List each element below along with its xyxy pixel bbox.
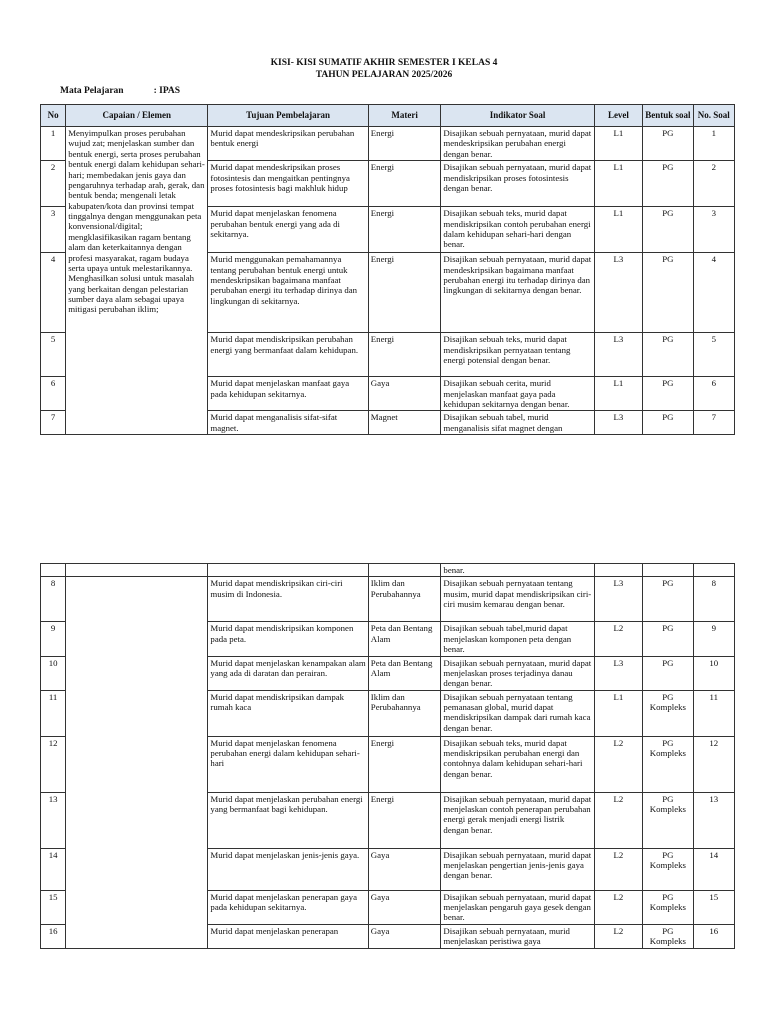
cell-level: L1 [594, 127, 642, 161]
cell-materi: Energi [368, 333, 441, 377]
cell-nosoal: 1 [693, 127, 734, 161]
cell-level: L1 [594, 207, 642, 253]
cell-bentuk: PG [643, 333, 693, 377]
subject-line [60, 86, 180, 96]
cell-no: 7 [41, 411, 66, 435]
cell-level: L2 [594, 924, 642, 948]
cell-nosoal [693, 564, 734, 577]
header-bentuk: Bentuk soal [643, 105, 693, 127]
cell-level: L2 [594, 792, 642, 848]
kisi-table-page-1 [40, 104, 735, 435]
document-title: KISI- KISI SUMATIF AKHIR SEMESTER I KELAS 4 [270, 58, 498, 68]
cell-tujuan: Murid dapat menjelaskan jenis-jenis gaya. [208, 848, 368, 890]
cell-nosoal: 15 [693, 890, 734, 924]
cell-materi: Energi [368, 736, 441, 792]
cell-nosoal: 9 [693, 622, 734, 656]
cell-nosoal: 2 [693, 161, 734, 207]
cell-capaian [66, 564, 208, 577]
cell-indikator: Disajikan sebuah pernyataan, murid dapat menjelaskan pengertian jenis-jenis gaya dengan benar. [441, 848, 594, 890]
cell-no: 4 [41, 253, 66, 333]
table-header-row [41, 105, 735, 127]
cell-tujuan: Murid dapat menjelaskan penerapan [208, 924, 368, 948]
cell-indikator: Disajikan sebuah pernyataan, murid dapat mendeskripsikan perubahan energi dengan benar. [441, 127, 594, 161]
cell-nosoal: 16 [693, 924, 734, 948]
cell-bentuk: PG [643, 253, 693, 333]
cell-tujuan [208, 564, 368, 577]
cell-nosoal: 14 [693, 848, 734, 890]
cell-indikator: Disajikan sebuah teks, murid dapat mendiskripsikan pernyataan tentang energi potensial dengan benar. [441, 333, 594, 377]
cell-indikator: Disajikan sebuah cerita, murid menjelaskan manfaat gaya pada kehidupan sekitarnya dengan benar. [441, 377, 594, 411]
cell-no: 16 [41, 924, 66, 948]
cell-nosoal: 8 [693, 577, 734, 622]
cell-bentuk: PG [643, 207, 693, 253]
cell-no: 14 [41, 848, 66, 890]
subject-value: : IPAS [153, 86, 181, 96]
cell-indikator: Disajikan sebuah pernyataan, murid menjelaskan peristiwa gaya [441, 924, 594, 948]
cell-no: 8 [41, 577, 66, 622]
cell-bentuk: PG [643, 577, 693, 622]
cell-materi [368, 564, 441, 577]
cell-nosoal: 5 [693, 333, 734, 377]
cell-level: L2 [594, 848, 642, 890]
cell-no: 10 [41, 656, 66, 690]
cell-tujuan: Murid dapat mendiskripsikan perubahan energi yang bermanfaat dalam kehidupan. [208, 333, 368, 377]
cell-level: L3 [594, 333, 642, 377]
cell-bentuk: PG Kompleks [643, 890, 693, 924]
header-level: Level [594, 105, 642, 127]
cell-tujuan: Murid dapat menjelaskan kenampakan alam yang ada di daratan dan perairan. [208, 656, 368, 690]
cell-bentuk: PG Kompleks [643, 736, 693, 792]
table-row-continuation [41, 564, 735, 577]
cell-bentuk: PG Kompleks [643, 848, 693, 890]
table-row [41, 127, 735, 161]
cell-materi: Gaya [368, 924, 441, 948]
cell-level: L3 [594, 253, 642, 333]
cell-indikator: Disajikan sebuah pernyataan, murid dapat mendeskripsikan bagaimana manfaat perubahan energi itu terhadap dirinya dan lingkungan di sekitarnya dengan benar. [441, 253, 594, 333]
header-tujuan: Tujuan Pembelajaran [208, 105, 368, 127]
cell-nosoal: 10 [693, 656, 734, 690]
cell-bentuk: PG Kompleks [643, 924, 693, 948]
cell-tujuan: Murid dapat menjelaskan manfaat gaya pada kehidupan sekitarnya. [208, 377, 368, 411]
cell-no: 11 [41, 690, 66, 736]
cell-indikator: Disajikan sebuah teks, murid dapat mendiskripsikan contoh perubahan energi dalam kehidupan sehari-hari dengan benar. [441, 207, 594, 253]
header-indikator: Indikator Soal [441, 105, 594, 127]
kisi-table-page-2 [40, 563, 735, 949]
cell-capaian: Menyimpulkan proses perubahan wujud zat; menjelaskan sumber dan bentuk energi, serta proses perubahan bentuk energi dalam kehidupan sehari-hari; membedakan jenis gaya dan pengaruhnya terhadap arah, gerak, dan bentuk benda; mengenali letak kabupaten/kota dan provinsi tempat tinggalnya dengan menggunakan peta konvensional/digital; mengklasifikasikan ragam bentang alam dan keterkaitannya dengan profesi masyarakat, ragam budaya serta upaya untuk melestarikannya. Menghasilkan solusi untuk masalah yang berkaitan dengan pelestarian sumber daya alam sebagai upaya mitigasi perubahan iklim; [66, 127, 208, 435]
header-capaian: Capaian / Elemen [66, 105, 208, 127]
cell-materi: Peta dan Bentang Alam [368, 622, 441, 656]
header-materi: Materi [368, 105, 441, 127]
cell-no: 13 [41, 792, 66, 848]
cell-indikator: Disajikan sebuah pernyataan, murid dapat mendiskripsikan proses fotosintesis dengan benar. [441, 161, 594, 207]
cell-no: 15 [41, 890, 66, 924]
cell-level: L3 [594, 656, 642, 690]
cell-tujuan: Murid dapat menjelaskan penerapan gaya pada kehidupan sekitarnya. [208, 890, 368, 924]
cell-indikator: Disajikan sebuah tabel,murid dapat menjelaskan komponen peta dengan benar. [441, 622, 594, 656]
cell-no: 12 [41, 736, 66, 792]
cell-level: L1 [594, 690, 642, 736]
cell-level: L1 [594, 377, 642, 411]
cell-no: 9 [41, 622, 66, 656]
cell-indikator: Disajikan sebuah tabel, murid menganalisis sifat magnet dengan [441, 411, 594, 435]
cell-indikator: Disajikan sebuah pernyataan, murid dapat menjelaskan proses terjadinya danau dengan benar. [441, 656, 594, 690]
cell-level: L3 [594, 577, 642, 622]
document-subtitle: TAHUN PELAJARAN 2025/2026 [315, 70, 453, 80]
cell-nosoal: 12 [693, 736, 734, 792]
cell-capaian [66, 577, 208, 948]
cell-materi: Energi [368, 207, 441, 253]
cell-level [594, 564, 642, 577]
cell-nosoal: 7 [693, 411, 734, 435]
cell-tujuan: Murid dapat mendeskripsikan proses fotosintesis dan mengaitkan pentingnya proses fotosintesis bagi makhluk hidup [208, 161, 368, 207]
cell-bentuk: PG Kompleks [643, 690, 693, 736]
cell-no: 5 [41, 333, 66, 377]
cell-materi: Energi [368, 127, 441, 161]
cell-level: L2 [594, 622, 642, 656]
cell-tujuan: Murid dapat mendiskripsikan dampak rumah kaca [208, 690, 368, 736]
cell-tujuan: Murid dapat menjelaskan fenomena perubahan bentuk energi yang ada di sekitarnya. [208, 207, 368, 253]
cell-indikator: Disajikan sebuah pernyataan, murid dapat menjelaskan contoh penerapan perubahan energi gerak menjadi energi listrik dengan benar. [441, 792, 594, 848]
cell-no: 2 [41, 161, 66, 207]
cell-bentuk: PG [643, 377, 693, 411]
cell-materi: Peta dan Bentang Alam [368, 656, 441, 690]
cell-no [41, 564, 66, 577]
cell-indikator: Disajikan sebuah pernyataan tentang musim, murid dapat mendiskripsikan ciri-ciri musim kemarau dengan benar. [441, 577, 594, 622]
cell-level: L3 [594, 411, 642, 435]
cell-bentuk: PG [643, 411, 693, 435]
cell-materi: Iklim dan Perubahannya [368, 690, 441, 736]
cell-tujuan: Murid dapat menjelaskan fenomena perubahan energi dalam kehidupan sehari-hari [208, 736, 368, 792]
cell-no: 1 [41, 127, 66, 161]
cell-tujuan: Murid dapat mendiskripsikan ciri-ciri musim di Indonesia. [208, 577, 368, 622]
cell-nosoal: 3 [693, 207, 734, 253]
cell-indikator: benar. [441, 564, 594, 577]
cell-materi: Energi [368, 792, 441, 848]
cell-indikator: Disajikan sebuah teks, murid dapat mendiskripsikan perubahan energi dan contohnya dalam kehidupan sehari-hari dengan benar. [441, 736, 594, 792]
cell-materi: Iklim dan Perubahannya [368, 577, 441, 622]
cell-tujuan: Murid menggunakan pemahamannya tentang perubahan bentuk energi untuk mendeskripsikan bagaimana manfaat perubahan energi itu terhadap dirinya dan lingkungan di sekitarnya. [208, 253, 368, 333]
header-no: No [41, 105, 66, 127]
cell-indikator: Disajikan sebuah pernyataan, murid dapat menjelaskan pengaruh gaya gesek dengan benar. [441, 890, 594, 924]
cell-bentuk: PG [643, 622, 693, 656]
subject-label: Mata Pelajaran [60, 86, 124, 96]
cell-no: 6 [41, 377, 66, 411]
cell-tujuan: Murid dapat menjelaskan perubahan energi yang bermanfaat bagi kehidupan. [208, 792, 368, 848]
cell-nosoal: 11 [693, 690, 734, 736]
cell-tujuan: Murid dapat menganalisis sifat-sifat magnet. [208, 411, 368, 435]
cell-bentuk: PG [643, 656, 693, 690]
cell-materi: Gaya [368, 890, 441, 924]
cell-bentuk: PG [643, 127, 693, 161]
cell-bentuk: PG Kompleks [643, 792, 693, 848]
cell-tujuan: Murid dapat mendeskripsikan perubahan bentuk energi [208, 127, 368, 161]
cell-level: L2 [594, 890, 642, 924]
cell-indikator: Disajikan sebuah pernyataan tentang pemanasan global, murid dapat mendiskripsikan dampak dari rumah kaca dengan benar. [441, 690, 594, 736]
cell-no: 3 [41, 207, 66, 253]
cell-level: L1 [594, 161, 642, 207]
cell-level: L2 [594, 736, 642, 792]
cell-nosoal: 4 [693, 253, 734, 333]
cell-materi: Gaya [368, 848, 441, 890]
cell-materi: Energi [368, 161, 441, 207]
header-nosoal: No. Soal [693, 105, 734, 127]
cell-nosoal: 13 [693, 792, 734, 848]
cell-bentuk [643, 564, 693, 577]
cell-materi: Energi [368, 253, 441, 333]
cell-bentuk: PG [643, 161, 693, 207]
table-row [41, 577, 735, 622]
cell-nosoal: 6 [693, 377, 734, 411]
cell-materi: Magnet [368, 411, 441, 435]
cell-materi: Gaya [368, 377, 441, 411]
cell-tujuan: Murid dapat mendiskripsikan komponen pada peta. [208, 622, 368, 656]
